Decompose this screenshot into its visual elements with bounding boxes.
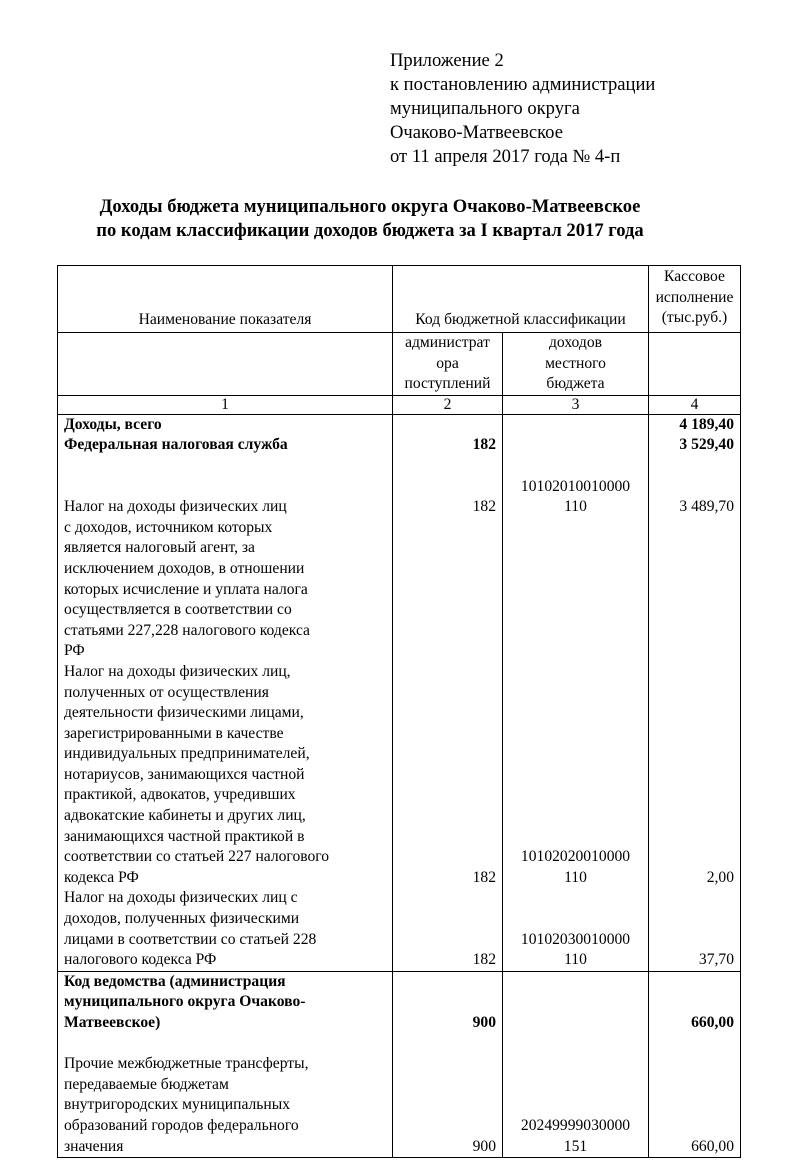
subheader-admin-line: ора bbox=[436, 354, 459, 372]
names-cell bbox=[58, 971, 393, 1157]
item-line: доходов, полученных физическими bbox=[64, 910, 300, 928]
total-amount: 4 189,40 bbox=[679, 415, 734, 433]
item-line: нотариусов, занимающихся частной bbox=[64, 765, 305, 783]
header-name bbox=[58, 266, 393, 333]
header-exec-line: (тыс.руб.) bbox=[661, 309, 728, 327]
item-line: которых исчисление и уплата налога bbox=[64, 580, 308, 598]
item-line: практикой, адвокатов, учредивших bbox=[64, 786, 296, 804]
subheader-admin-line: поступлений bbox=[404, 375, 491, 393]
item-line: статьями 227,228 налогового кодекса bbox=[64, 621, 310, 639]
appendix-line: Очаково-Матвеевское bbox=[390, 122, 563, 143]
item-line: является налоговый агент, за bbox=[64, 539, 255, 557]
item-line: с доходов, источником которых bbox=[64, 518, 273, 536]
item-line: Налог на доходы физических лиц с bbox=[64, 889, 298, 907]
item-admin: 182 bbox=[472, 868, 496, 886]
item-line: исключением доходов, в отношении bbox=[64, 559, 305, 577]
dept-amount: 660,00 bbox=[691, 1014, 734, 1031]
column-number: 2 bbox=[393, 395, 503, 414]
item-name bbox=[64, 497, 386, 662]
item-line: значения bbox=[64, 1137, 124, 1155]
column-number: 4 bbox=[649, 395, 741, 414]
dept-line: Код ведомства (администрация bbox=[64, 972, 286, 990]
subheader-admin-line: администрат bbox=[405, 334, 490, 351]
item-amount: 3 489,70 bbox=[679, 498, 734, 516]
item-line: образований городов федерального bbox=[64, 1116, 299, 1134]
item-line: налогового кодекса РФ bbox=[64, 951, 217, 969]
admin-cell bbox=[393, 414, 503, 971]
item-line: Налог на доходы физических лиц, bbox=[64, 662, 291, 680]
item-code: 10102010010000 bbox=[520, 477, 631, 495]
subheader-admin bbox=[393, 333, 503, 396]
header-code-label: Код бюджетной классификации bbox=[415, 311, 626, 329]
item-line: кодекса РФ bbox=[64, 868, 139, 886]
item-line: занимающихся частной практикой в bbox=[64, 827, 305, 845]
item-code: 10102030010000 bbox=[520, 930, 631, 948]
item-line: индивидуальных предпринимателей, bbox=[64, 745, 310, 763]
appendix-line: от 11 апреля 2017 года № 4-п bbox=[390, 146, 621, 167]
header-name-label: Наименование показателя bbox=[138, 311, 312, 329]
item-code-suffix: 110 bbox=[564, 498, 587, 516]
header-exec bbox=[649, 266, 741, 333]
item-amount: 37,70 bbox=[698, 951, 734, 969]
appendix-header bbox=[390, 49, 655, 169]
item-name bbox=[64, 888, 386, 970]
appendix-line: Приложение 2 bbox=[390, 50, 504, 71]
title-line-2: по кодам классификации доходов бюджета за I квартал 2017 года bbox=[96, 220, 644, 241]
item-code: 10102020010000 bbox=[520, 848, 631, 866]
item-line: внутригородских муниципальных bbox=[64, 1096, 291, 1114]
dept-line: муниципального округа Очаково- bbox=[64, 993, 306, 1011]
item-amount: 660,00 bbox=[691, 1137, 734, 1155]
item-line: соответствии со статьей 227 налогового bbox=[64, 848, 330, 866]
item-line: РФ bbox=[64, 642, 85, 660]
item-name bbox=[64, 662, 386, 889]
item-code: 20249999030000 bbox=[520, 1116, 631, 1134]
header-exec-line: Кассовое bbox=[664, 268, 725, 285]
code-cell bbox=[503, 971, 649, 1157]
item-amount: 2,00 bbox=[706, 868, 734, 886]
header-code bbox=[393, 266, 649, 333]
title-line-1: Доходы бюджета муниципального округа Очаково-Матвеевское bbox=[99, 196, 641, 217]
subheader-local-line: бюджета bbox=[546, 375, 605, 393]
dept-line: Матвеевское) bbox=[64, 1014, 161, 1031]
item-code-suffix: 110 bbox=[564, 868, 587, 886]
subheader-local-line: местного bbox=[545, 354, 606, 372]
subheader-row bbox=[58, 333, 741, 396]
item-line: осуществляется в соответствии со bbox=[64, 601, 292, 619]
table-section-fns bbox=[58, 414, 741, 971]
item-admin: 182 bbox=[472, 951, 496, 969]
header-row bbox=[58, 266, 741, 333]
code-cell bbox=[503, 414, 649, 971]
item-code-suffix: 151 bbox=[563, 1137, 588, 1155]
item-admin: 182 bbox=[472, 498, 496, 516]
total-label: Доходы, всего bbox=[64, 415, 162, 433]
fns-label: Федеральная налоговая служба bbox=[64, 436, 288, 454]
document-title bbox=[0, 195, 740, 243]
subheader-empty bbox=[649, 333, 741, 396]
admin-cell bbox=[393, 971, 503, 1157]
item-line: лицами в соответствии со статьей 228 bbox=[64, 930, 317, 948]
subheader-local bbox=[503, 333, 649, 396]
fns-admin: 182 bbox=[472, 436, 496, 454]
item-line: полученных от осуществления bbox=[64, 683, 269, 701]
item-code-suffix: 110 bbox=[564, 951, 587, 969]
fns-amount: 3 529,40 bbox=[679, 436, 734, 454]
income-table bbox=[57, 265, 741, 1158]
item-line: Налог на доходы физических лиц bbox=[64, 498, 287, 516]
column-number: 1 bbox=[58, 395, 393, 414]
item-line: Прочие межбюджетные трансферты, bbox=[64, 1055, 309, 1073]
names-cell bbox=[58, 414, 393, 971]
column-number: 3 bbox=[503, 395, 649, 414]
header-exec-line: исполнение bbox=[655, 288, 734, 306]
item-name bbox=[64, 1054, 386, 1157]
column-number-row bbox=[58, 395, 741, 414]
amount-cell bbox=[649, 971, 741, 1157]
subheader-local-line: доходов bbox=[549, 334, 602, 351]
item-admin: 900 bbox=[472, 1137, 496, 1155]
item-line: адвокатские кабинеты и других лиц, bbox=[64, 807, 306, 825]
item-line: передаваемые бюджетам bbox=[64, 1075, 229, 1093]
item-line: деятельности физическими лицами, bbox=[64, 704, 304, 722]
item-line: зарегистрированными в качестве bbox=[64, 724, 284, 742]
appendix-line: муниципального округа bbox=[390, 98, 580, 119]
table-section-dept bbox=[58, 971, 741, 1157]
subheader-empty bbox=[58, 333, 393, 396]
appendix-line: к постановлению администрации bbox=[390, 74, 656, 95]
amount-cell bbox=[649, 414, 741, 971]
dept-admin: 900 bbox=[472, 1014, 496, 1031]
